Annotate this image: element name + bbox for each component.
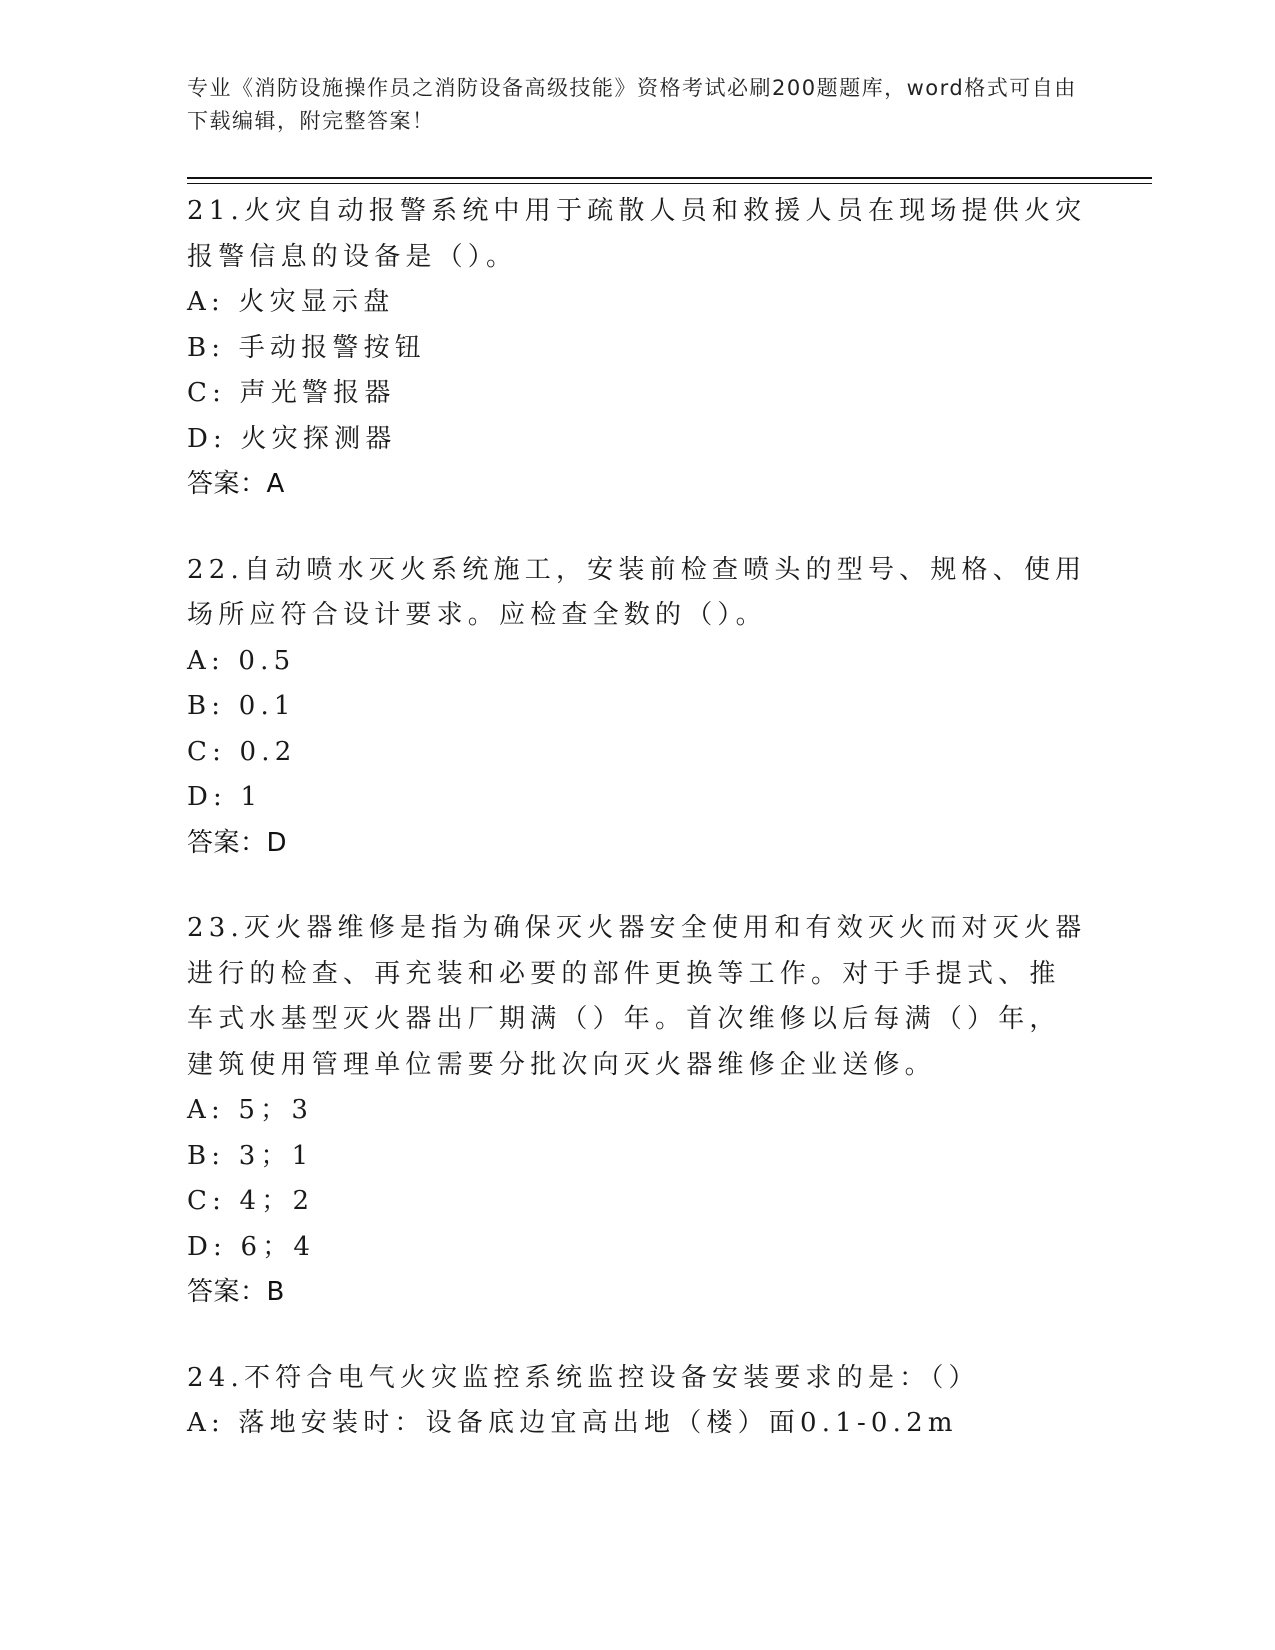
question-24 [187,1356,1087,1447]
question-stem: 22.自动喷水灭火系统施工，安装前检查喷头的型号、规格、使用场所应符合设计要求。应检查全数的（）。 [187,554,1087,630]
question-21 [187,189,1087,508]
option-d: D: 火灾探测器 [187,423,397,454]
answer-line: 答案：A [187,469,285,499]
option-d: D: 6；4 [187,1231,316,1262]
question-list [187,189,1087,1487]
question-stem: 24.不符合电气火灾监控系统监控设备安装要求的是：（） [187,1362,980,1393]
option-d: D: 1 [187,782,263,812]
option-a: A: 5；3 [187,1095,314,1125]
answer-line: 答案：B [187,1277,285,1307]
option-a: A: 0.5 [187,645,296,676]
question-stem: 23.灭火器维修是指为确保灭火器安全使用和有效灭火而对灭火器进行的检查、再充装和必要的部件更换等工作。对于手提式、推车式水基型灭火器出厂期满（）年。首次维修以后每满（）年，建筑使用管理单位需要分批次向灭火器维修企业送修。 [187,913,1087,1080]
header-divider-thin [187,183,1152,184]
question-stem: 21.火灾自动报警系统中用于疏散人员和救援人员在现场提供火灾报警信息的设备是（）。 [187,196,1087,272]
option-c: C: 4；2 [187,1186,315,1216]
option-c: C: 声光警报器 [187,378,396,408]
question-22 [187,548,1087,867]
option-b: B: 0.1 [187,691,296,721]
option-a: A: 落地安装时：设备底边宜高出地（楼）面0.1-0.2m [187,1408,958,1438]
document-intro: 专业《消防设施操作员之消防设备高级技能》资格考试必刷200题题库，word格式可自由下载编辑，附完整答案！ [187,76,1077,133]
question-23 [187,906,1087,1316]
option-b: B: 手动报警按钮 [187,332,426,363]
option-b: B: 3；1 [187,1140,314,1171]
option-a: A: 火灾显示盘 [187,287,395,317]
answer-line: 答案：D [187,827,288,858]
option-c: C: 0.2 [187,736,297,767]
header-divider-thick [187,177,1152,179]
